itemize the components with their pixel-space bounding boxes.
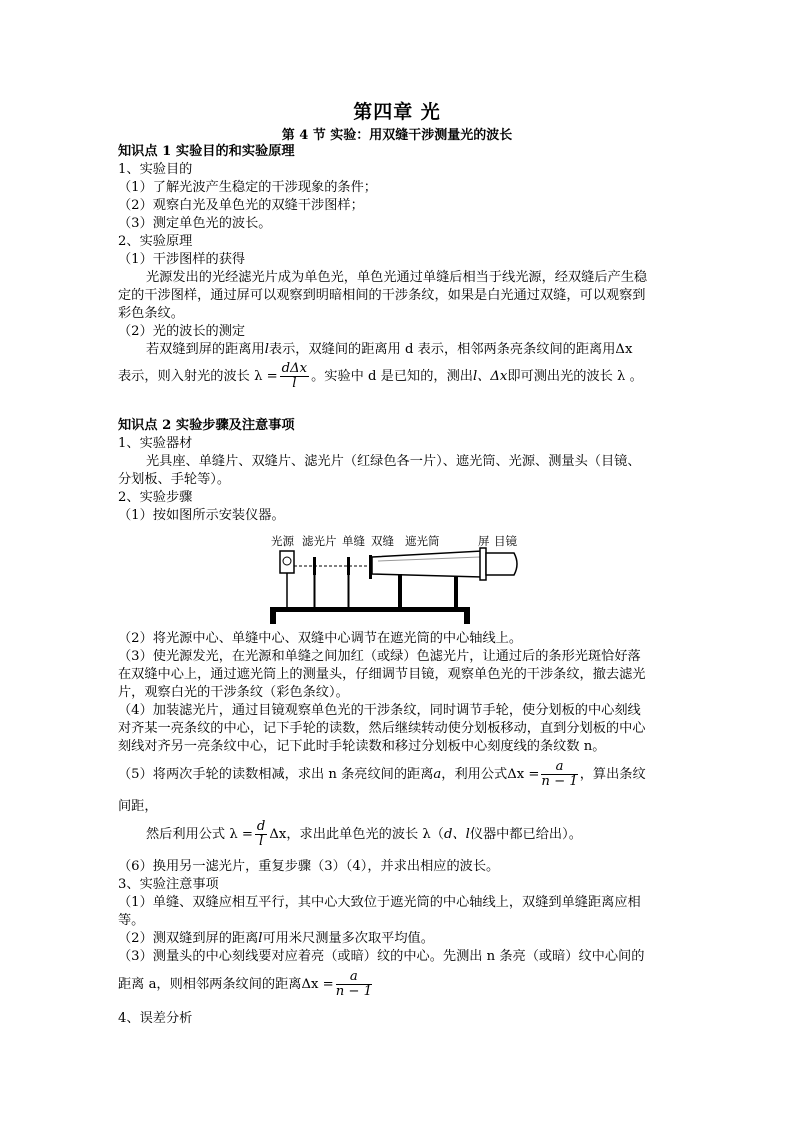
- equipment-title: 1、实验器材: [118, 436, 193, 451]
- formula-fringe-spacing: $\frac{a}{n - 1}$: [541, 759, 578, 789]
- principle-title: 2、实验原理: [118, 234, 193, 249]
- step-3-line-1: （3）使光源发光，在光源和单缝之间加红（或绿）色滤光片，让通过后的条形光斑恰好落: [118, 649, 641, 664]
- chapter-title: 第四章 光: [353, 101, 441, 123]
- steps-title: 2、实验步骤: [118, 490, 193, 505]
- label-tube: 遮光筒: [405, 534, 440, 548]
- principle-2-title: （2）光的波长的测定: [118, 324, 246, 339]
- step-4-line-2: 对齐某一亮条纹的中心，记下手轮的读数，然后继续转动使分划板移动，直到分划板的中心: [118, 721, 646, 736]
- filter-plate: [313, 557, 316, 575]
- formula-wavelength: $\frac{\text{dΔx}}{l}$: [281, 361, 308, 391]
- kp2-heading: 知识点 2 实验步骤及注意事项: [118, 418, 295, 433]
- step-6: （6）换用另一滤光片，重复步骤（3）（4），并求出相应的波长。: [118, 859, 500, 874]
- single-slit-plate: [347, 557, 350, 575]
- label-single-slit: 单缝: [342, 534, 365, 548]
- label-double-slit: 双缝: [371, 534, 394, 548]
- step-2: （2）将光源中心、单缝中心、双缝中心调节在遮光筒的中心轴线上。: [118, 631, 523, 646]
- note-1-line-1: （1）单缝、双缝应相互平行，其中心大致位于遮光筒的中心轴线上，双缝到单缝距离应相: [118, 895, 641, 910]
- principle-2-line-1: 若双缝到屏的距离用l表示，双缝间的距离用 d 表示，相邻两条亮条纹间的距离用Δx: [146, 342, 633, 357]
- principle-1-line-1: 光源发出的光经滤光片成为单色光，单色光通过单缝后相当于线光源，经双缝后产生稳: [146, 270, 648, 285]
- principle-1-title: （1）干涉图样的获得: [118, 252, 246, 267]
- purpose-title: 1、实验目的: [118, 162, 193, 177]
- label-screen: 屏: [478, 534, 490, 548]
- kp1-heading: 知识点 1 实验目的和实验原理: [118, 144, 295, 159]
- bulb-icon: [283, 557, 291, 565]
- equipment-line-2: 分划板、手轮等）。: [118, 472, 231, 487]
- principle-1-line-3: 彩色条纹。: [118, 306, 184, 321]
- note-3-line-2: 距离 a，则相邻两条纹间的距离Δx = $\frac{a}{n - 1}$: [118, 969, 373, 999]
- formula-wavelength-2: $\frac{d}{l}$: [256, 819, 266, 849]
- principle-1-line-2: 定的干涉图样，通过屏可以观察到明暗相间的干涉条纹，如果是白光通过双缝，可以观察到: [118, 288, 646, 303]
- light-shield-tube: [372, 551, 482, 577]
- note-2: （2）测双缝到屏的距离l可用米尺测量多次取平均值。: [118, 931, 434, 946]
- step-4-line-3: 刻线对齐另一亮条纹中心，记下此时手轮读数和移过分划板中心刻度线的条纹数 n。: [118, 739, 606, 754]
- step-4-line-1: （4）加装滤光片，通过目镜观察单色光的干涉条纹，同时调节手轮，使分划板的中心刻线: [118, 703, 641, 718]
- note-3-line-1: （3）测量头的中心刻线要对应着亮（或暗）纹的中心。先测出 n 条亮（或暗）纹中心间的: [118, 949, 645, 964]
- step-3-line-2: 在双缝中心上，通过遮光筒上的测量头，仔细调节目镜，观察单色光的干涉条纹，撤去滤光: [118, 667, 646, 682]
- notes-title: 3、实验注意事项: [118, 877, 219, 892]
- step-5-line-1: （5）将两次手轮的读数相减，求出 n 条亮纹间的距离a，利用公式Δx = $\frac{a}{n - 1}$ ，算出条纹: [118, 759, 646, 789]
- error-analysis-title: 4、误差分析: [118, 1011, 193, 1026]
- label-eyepiece: 目镜: [494, 534, 517, 548]
- apparatus-diagram: [268, 533, 530, 625]
- formula-fringe-spacing-2: $\frac{a}{n - 1}$: [335, 969, 373, 999]
- principle-2-line-2: 表示，则入射光的波长 λ = $\frac{\text{dΔx}}{l}$ 。实验中 d 是已知的，测出l、Δx即可测出光的波长 λ 。: [118, 361, 643, 391]
- label-filter: 滤光片: [302, 534, 337, 548]
- note-1-line-2: 等。: [118, 913, 145, 928]
- step-1: （1）按如图所示安装仪器。: [118, 508, 285, 523]
- screen-ring: [480, 548, 486, 580]
- label-light-source: 光源: [271, 534, 294, 548]
- purpose-item-3: （3）测定单色光的波长。: [118, 216, 272, 231]
- light-source-box: [280, 551, 294, 573]
- step-3-line-3: 片，观察白光的干涉条纹（彩色条纹）。: [118, 685, 349, 700]
- step-5-line-2: 间距，: [118, 799, 158, 814]
- section-title: 第 4 节 实验：用双缝干涉测量光的波长: [281, 128, 513, 143]
- step-5-line-3: 然后利用公式 λ = $\frac{d}{l}$ Δx，求出此单色光的波长 λ（d、l仪器中都已给出）。: [146, 819, 582, 849]
- optical-bench: [270, 607, 470, 612]
- eyepiece: [486, 553, 517, 575]
- equipment-line-1: 光具座、单缝片、双缝片、滤光片（红绿色各一片）、遮光筒、光源、测量头（目镜、: [146, 454, 641, 469]
- purpose-item-2: （2）观察白光及单色光的双缝干涉图样；: [118, 198, 364, 213]
- purpose-item-1: （1）了解光波产生稳定的干涉现象的条件；: [118, 180, 377, 195]
